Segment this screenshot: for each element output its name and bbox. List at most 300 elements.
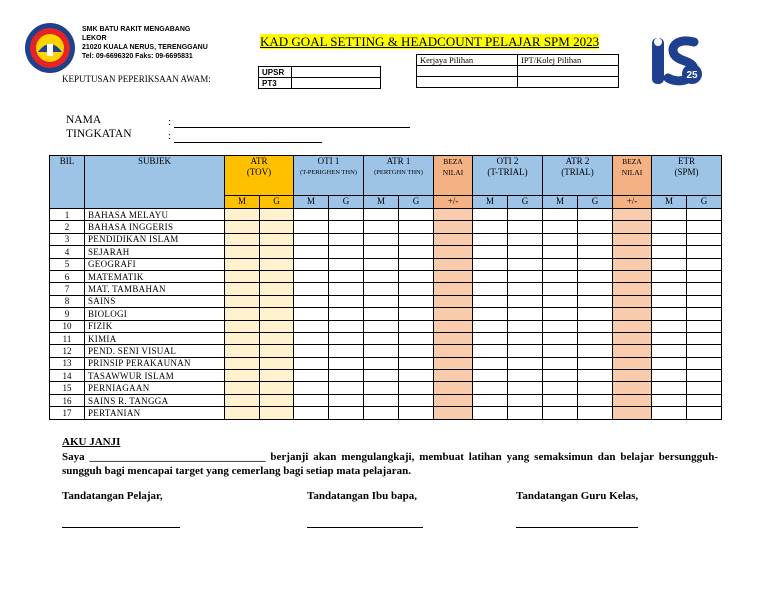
- grade-cell[interactable]: [294, 357, 329, 369]
- grade-cell[interactable]: [613, 357, 652, 369]
- grade-cell[interactable]: [543, 233, 578, 245]
- grade-cell[interactable]: [473, 283, 508, 295]
- grade-cell[interactable]: [543, 258, 578, 270]
- grade-cell[interactable]: [329, 345, 364, 357]
- grade-cell[interactable]: [613, 320, 652, 332]
- grade-cell[interactable]: [294, 332, 329, 344]
- grade-cell[interactable]: [687, 320, 722, 332]
- grade-cell[interactable]: [399, 394, 434, 406]
- grade-cell[interactable]: [434, 370, 473, 382]
- grade-cell[interactable]: [508, 370, 543, 382]
- grade-cell[interactable]: [260, 295, 294, 307]
- grade-cell[interactable]: [543, 295, 578, 307]
- grade-cell[interactable]: [652, 258, 687, 270]
- grade-cell[interactable]: [652, 209, 687, 221]
- grade-cell[interactable]: [399, 233, 434, 245]
- grade-cell[interactable]: [473, 394, 508, 406]
- grade-cell[interactable]: [399, 258, 434, 270]
- grade-cell[interactable]: [329, 382, 364, 394]
- grade-cell[interactable]: [329, 246, 364, 258]
- grade-cell[interactable]: [652, 295, 687, 307]
- grade-cell[interactable]: [260, 357, 294, 369]
- grade-cell[interactable]: [329, 295, 364, 307]
- anniversary-logo: [648, 32, 706, 90]
- grade-cell[interactable]: [473, 246, 508, 258]
- grade-cell[interactable]: [399, 283, 434, 295]
- grade-cell[interactable]: [434, 345, 473, 357]
- grade-cell[interactable]: [364, 407, 399, 419]
- grade-cell[interactable]: [260, 320, 294, 332]
- grade-cell[interactable]: [613, 246, 652, 258]
- grade-cell[interactable]: [613, 332, 652, 344]
- grade-cell[interactable]: [329, 283, 364, 295]
- grade-cell[interactable]: [578, 332, 613, 344]
- grade-cell[interactable]: [543, 221, 578, 233]
- row-number: 1: [50, 209, 85, 221]
- table-row: [50, 332, 722, 344]
- grade-cell[interactable]: [652, 320, 687, 332]
- grade-cell[interactable]: [260, 221, 294, 233]
- grade-cell[interactable]: [260, 394, 294, 406]
- grades-body: [50, 209, 722, 420]
- grade-cell[interactable]: [578, 221, 613, 233]
- grade-cell[interactable]: [578, 295, 613, 307]
- row-number: 12: [50, 345, 85, 357]
- grade-cell[interactable]: [613, 233, 652, 245]
- grade-cell[interactable]: [294, 209, 329, 221]
- grade-cell[interactable]: [364, 357, 399, 369]
- grade-cell[interactable]: [225, 295, 260, 307]
- grade-cell[interactable]: [329, 357, 364, 369]
- grade-cell[interactable]: [652, 332, 687, 344]
- grade-cell[interactable]: [543, 270, 578, 282]
- grade-cell[interactable]: [225, 370, 260, 382]
- public-exam-table: [258, 66, 381, 89]
- grade-cell[interactable]: [508, 221, 543, 233]
- grade-cell[interactable]: [294, 394, 329, 406]
- grade-cell[interactable]: [294, 370, 329, 382]
- subject-name: PERTANIAN: [85, 407, 225, 419]
- grade-cell[interactable]: [473, 221, 508, 233]
- grade-cell[interactable]: [364, 295, 399, 307]
- grade-cell[interactable]: [329, 221, 364, 233]
- grade-cell[interactable]: [508, 246, 543, 258]
- grade-cell[interactable]: [543, 357, 578, 369]
- table-row: [50, 320, 722, 332]
- career-header: Kerjaya Pilihan: [417, 55, 518, 66]
- table-row: [50, 407, 722, 419]
- institution-field-2[interactable]: [518, 77, 619, 88]
- grade-cell[interactable]: [434, 308, 473, 320]
- row-number: 8: [50, 295, 85, 307]
- grade-cell[interactable]: [364, 382, 399, 394]
- grade-cell[interactable]: [329, 332, 364, 344]
- grade-cell[interactable]: [260, 370, 294, 382]
- grade-cell[interactable]: [652, 370, 687, 382]
- grade-cell[interactable]: [543, 370, 578, 382]
- grade-cell[interactable]: [578, 394, 613, 406]
- teacher-signature-line[interactable]: [516, 527, 638, 528]
- grade-cell[interactable]: [613, 270, 652, 282]
- institution-field-1[interactable]: [518, 66, 619, 77]
- grade-cell[interactable]: [473, 370, 508, 382]
- grade-cell[interactable]: [329, 407, 364, 419]
- grade-cell[interactable]: [687, 233, 722, 245]
- table-row: [50, 258, 722, 270]
- subject-name: FIZIK: [85, 320, 225, 332]
- grade-cell[interactable]: [508, 283, 543, 295]
- grade-cell[interactable]: [613, 370, 652, 382]
- grade-cell[interactable]: [329, 370, 364, 382]
- grade-cell[interactable]: [225, 345, 260, 357]
- grade-cell[interactable]: [687, 308, 722, 320]
- row-number: 2: [50, 221, 85, 233]
- grade-cell[interactable]: [260, 283, 294, 295]
- grade-cell[interactable]: [508, 233, 543, 245]
- grade-cell[interactable]: [260, 407, 294, 419]
- grade-cell[interactable]: [260, 345, 294, 357]
- grade-cell[interactable]: [434, 233, 473, 245]
- grade-cell[interactable]: [687, 283, 722, 295]
- subject-name: MAT. TAMBAHAN: [85, 283, 225, 295]
- grade-cell[interactable]: [508, 295, 543, 307]
- grade-cell[interactable]: [543, 332, 578, 344]
- grade-cell[interactable]: [578, 270, 613, 282]
- name-field[interactable]: [174, 127, 410, 128]
- grade-cell[interactable]: [473, 382, 508, 394]
- grade-cell[interactable]: [294, 221, 329, 233]
- grade-cell[interactable]: [578, 233, 613, 245]
- grade-cell[interactable]: [434, 357, 473, 369]
- grade-cell[interactable]: [364, 221, 399, 233]
- grade-cell[interactable]: [652, 308, 687, 320]
- grade-cell[interactable]: [613, 345, 652, 357]
- grade-cell[interactable]: [687, 357, 722, 369]
- etr-m: M: [652, 196, 687, 209]
- subject-name: MATEMATIK: [85, 270, 225, 282]
- grade-cell[interactable]: [225, 382, 260, 394]
- table-row: [50, 233, 722, 245]
- grade-cell[interactable]: [543, 382, 578, 394]
- teacher-signature-label: Tandatangan Guru Kelas,: [516, 490, 639, 502]
- grade-cell[interactable]: [399, 345, 434, 357]
- grade-cell[interactable]: [652, 357, 687, 369]
- subject-name: SAINS: [85, 295, 225, 307]
- grade-cell[interactable]: [543, 407, 578, 419]
- grade-cell[interactable]: [364, 233, 399, 245]
- grade-cell[interactable]: [294, 320, 329, 332]
- grade-cell[interactable]: [473, 308, 508, 320]
- table-row: [50, 394, 722, 406]
- career-field-1[interactable]: [417, 66, 518, 77]
- grade-cell[interactable]: [434, 283, 473, 295]
- grade-cell[interactable]: [434, 320, 473, 332]
- grade-cell[interactable]: [687, 258, 722, 270]
- grade-cell[interactable]: [434, 332, 473, 344]
- grade-cell[interactable]: [578, 308, 613, 320]
- grade-cell[interactable]: [225, 357, 260, 369]
- grade-cell[interactable]: [508, 382, 543, 394]
- grade-cell[interactable]: [260, 258, 294, 270]
- grade-cell[interactable]: [578, 283, 613, 295]
- grade-cell[interactable]: [508, 357, 543, 369]
- grade-cell[interactable]: [399, 221, 434, 233]
- grade-cell[interactable]: [364, 394, 399, 406]
- grade-cell[interactable]: [260, 270, 294, 282]
- grade-cell[interactable]: [652, 221, 687, 233]
- table-row: [50, 370, 722, 382]
- institution-header: IPT/Kolej Pilihan: [518, 55, 619, 66]
- grade-cell[interactable]: [329, 258, 364, 270]
- grade-cell[interactable]: [364, 209, 399, 221]
- grade-cell[interactable]: [508, 258, 543, 270]
- grade-cell[interactable]: [578, 345, 613, 357]
- school-address: SMK BATU RAKIT MENGABANG LEKOR 21020 KUALA NERUS, TERENGGANU Tel: 09-6696320 Faks: 09-6695831: [82, 26, 208, 60]
- grade-cell[interactable]: [473, 357, 508, 369]
- grade-cell[interactable]: [294, 345, 329, 357]
- grade-cell[interactable]: [399, 332, 434, 344]
- grade-cell[interactable]: [294, 283, 329, 295]
- grade-cell[interactable]: [473, 233, 508, 245]
- grade-cell[interactable]: [473, 270, 508, 282]
- subject-name: TASAWWUR ISLAM: [85, 370, 225, 382]
- grade-cell[interactable]: [508, 209, 543, 221]
- grade-cell[interactable]: [578, 320, 613, 332]
- grade-cell[interactable]: [687, 345, 722, 357]
- grade-cell[interactable]: [329, 270, 364, 282]
- subject-name: PEND. SENI VISUAL: [85, 345, 225, 357]
- grade-cell[interactable]: [578, 258, 613, 270]
- grade-cell[interactable]: [294, 308, 329, 320]
- grade-cell[interactable]: [434, 246, 473, 258]
- parent-signature-line[interactable]: [307, 527, 423, 528]
- grade-cell[interactable]: [434, 270, 473, 282]
- student-signature-line[interactable]: [62, 527, 180, 528]
- grade-cell[interactable]: [294, 258, 329, 270]
- grade-cell[interactable]: [578, 370, 613, 382]
- grade-cell[interactable]: [687, 407, 722, 419]
- col-beza1: BEZA NILAI: [434, 156, 473, 196]
- grade-cell[interactable]: [508, 407, 543, 419]
- grade-cell[interactable]: [543, 283, 578, 295]
- grade-cell[interactable]: [687, 370, 722, 382]
- grade-cell[interactable]: [613, 308, 652, 320]
- grade-cell[interactable]: [434, 382, 473, 394]
- grade-cell[interactable]: [473, 332, 508, 344]
- col-atr1: ATR 1 (PERTGHN THN): [364, 156, 434, 196]
- grade-cell[interactable]: [508, 270, 543, 282]
- grade-cell[interactable]: [543, 209, 578, 221]
- grade-cell[interactable]: [652, 283, 687, 295]
- grade-cell[interactable]: [260, 308, 294, 320]
- grade-cell[interactable]: [613, 407, 652, 419]
- grade-cell[interactable]: [329, 233, 364, 245]
- grade-cell[interactable]: [687, 221, 722, 233]
- grade-cell[interactable]: [225, 246, 260, 258]
- grade-cell[interactable]: [399, 407, 434, 419]
- grade-cell[interactable]: [652, 345, 687, 357]
- grade-cell[interactable]: [294, 246, 329, 258]
- grade-cell[interactable]: [260, 382, 294, 394]
- grade-cell[interactable]: [578, 357, 613, 369]
- grade-cell[interactable]: [399, 209, 434, 221]
- col-oti2: OTI 2 (T-TRIAL): [473, 156, 543, 196]
- grade-cell[interactable]: [613, 394, 652, 406]
- atr1-g: G: [399, 196, 434, 209]
- row-number: 9: [50, 308, 85, 320]
- etr-g: G: [687, 196, 722, 209]
- grade-cell[interactable]: [364, 246, 399, 258]
- grade-cell[interactable]: [434, 295, 473, 307]
- grade-cell[interactable]: [364, 332, 399, 344]
- grade-cell[interactable]: [294, 270, 329, 282]
- grade-cell[interactable]: [225, 394, 260, 406]
- atr2-m: M: [543, 196, 578, 209]
- pt3-field[interactable]: [292, 78, 381, 89]
- grade-cell[interactable]: [613, 283, 652, 295]
- grade-cell[interactable]: [508, 394, 543, 406]
- grade-cell[interactable]: [613, 295, 652, 307]
- row-number: 13: [50, 357, 85, 369]
- grade-cell[interactable]: [508, 332, 543, 344]
- grade-cell[interactable]: [543, 345, 578, 357]
- grade-cell[interactable]: [225, 233, 260, 245]
- grade-cell[interactable]: [652, 246, 687, 258]
- grade-cell[interactable]: [225, 209, 260, 221]
- grade-cell[interactable]: [294, 382, 329, 394]
- grade-cell[interactable]: [613, 221, 652, 233]
- grade-cell[interactable]: [543, 320, 578, 332]
- grade-cell[interactable]: [364, 283, 399, 295]
- oti2-m: M: [473, 196, 508, 209]
- school-crest-logo: [24, 22, 76, 74]
- grade-cell[interactable]: [225, 258, 260, 270]
- grade-cell[interactable]: [399, 370, 434, 382]
- parent-signature-label: Tandatangan Ibu bapa,: [307, 490, 417, 502]
- student-signature-label: Tandatangan Pelajar,: [62, 490, 163, 502]
- grade-cell[interactable]: [652, 407, 687, 419]
- table-row: [50, 357, 722, 369]
- grade-cell[interactable]: [434, 221, 473, 233]
- row-number: 10: [50, 320, 85, 332]
- grade-cell[interactable]: [687, 270, 722, 282]
- grade-cell[interactable]: [399, 320, 434, 332]
- grade-cell[interactable]: [473, 258, 508, 270]
- grade-cell[interactable]: [652, 394, 687, 406]
- grade-cell[interactable]: [578, 209, 613, 221]
- grade-cell[interactable]: [399, 295, 434, 307]
- grade-cell[interactable]: [434, 258, 473, 270]
- grade-cell[interactable]: [329, 320, 364, 332]
- grade-cell[interactable]: [687, 332, 722, 344]
- grade-cell[interactable]: [473, 345, 508, 357]
- subject-name: PENDIDIKAN ISLAM: [85, 233, 225, 245]
- grade-cell[interactable]: [434, 394, 473, 406]
- grade-cell[interactable]: [687, 382, 722, 394]
- oti1-g: G: [329, 196, 364, 209]
- row-number: 11: [50, 332, 85, 344]
- grade-cell[interactable]: [260, 209, 294, 221]
- grade-cell[interactable]: [399, 246, 434, 258]
- grade-cell[interactable]: [543, 394, 578, 406]
- grade-cell[interactable]: [473, 407, 508, 419]
- grade-cell[interactable]: [225, 332, 260, 344]
- grade-cell[interactable]: [687, 246, 722, 258]
- subject-name: PERNIAGAAN: [85, 382, 225, 394]
- grade-cell[interactable]: [652, 233, 687, 245]
- grade-cell[interactable]: [508, 345, 543, 357]
- grade-cell[interactable]: [543, 246, 578, 258]
- grade-cell[interactable]: [399, 270, 434, 282]
- grade-cell[interactable]: [329, 308, 364, 320]
- grade-cell[interactable]: [687, 295, 722, 307]
- grade-cell[interactable]: [473, 295, 508, 307]
- grade-cell[interactable]: [294, 233, 329, 245]
- grade-cell[interactable]: [652, 270, 687, 282]
- col-atr2: ATR 2 (TRIAL): [543, 156, 613, 196]
- pt3-label: PT3: [259, 78, 292, 89]
- grade-cell[interactable]: [473, 320, 508, 332]
- grade-cell[interactable]: [543, 308, 578, 320]
- grade-cell[interactable]: [399, 357, 434, 369]
- grade-cell[interactable]: [578, 382, 613, 394]
- grade-cell[interactable]: [364, 345, 399, 357]
- grade-cell[interactable]: [225, 283, 260, 295]
- career-field-2[interactable]: [417, 77, 518, 88]
- grade-cell[interactable]: [508, 308, 543, 320]
- grade-cell[interactable]: [364, 320, 399, 332]
- grade-cell[interactable]: [294, 295, 329, 307]
- grade-cell[interactable]: [613, 258, 652, 270]
- grade-cell[interactable]: [329, 209, 364, 221]
- oti2-g: G: [508, 196, 543, 209]
- grade-cell[interactable]: [687, 209, 722, 221]
- col-subjek: SUBJEK: [85, 156, 225, 209]
- grade-cell[interactable]: [434, 407, 473, 419]
- grade-cell[interactable]: [399, 382, 434, 394]
- grade-cell[interactable]: [364, 270, 399, 282]
- grade-cell[interactable]: [613, 382, 652, 394]
- grade-cell[interactable]: [225, 407, 260, 419]
- grade-cell[interactable]: [578, 407, 613, 419]
- grade-cell[interactable]: [225, 270, 260, 282]
- grade-cell[interactable]: [225, 320, 260, 332]
- grade-cell[interactable]: [613, 209, 652, 221]
- grade-cell[interactable]: [225, 221, 260, 233]
- grade-cell[interactable]: [260, 332, 294, 344]
- upsr-field[interactable]: [292, 67, 381, 78]
- subject-name: SAINS R. TANGGA: [85, 394, 225, 406]
- grade-cell[interactable]: [364, 308, 399, 320]
- grade-cell[interactable]: [260, 233, 294, 245]
- grade-cell[interactable]: [399, 308, 434, 320]
- grade-cell[interactable]: [260, 246, 294, 258]
- grade-cell[interactable]: [364, 258, 399, 270]
- grade-cell[interactable]: [329, 394, 364, 406]
- grade-cell[interactable]: [473, 209, 508, 221]
- level-colon: :: [168, 130, 172, 142]
- grade-cell[interactable]: [508, 320, 543, 332]
- grade-cell[interactable]: [364, 370, 399, 382]
- subject-name: BIOLOGI: [85, 308, 225, 320]
- level-field[interactable]: [174, 142, 322, 143]
- grade-cell[interactable]: [294, 407, 329, 419]
- grade-cell[interactable]: [687, 394, 722, 406]
- grade-cell[interactable]: [225, 308, 260, 320]
- grade-cell[interactable]: [434, 209, 473, 221]
- grade-cell[interactable]: [652, 382, 687, 394]
- grade-cell[interactable]: [578, 246, 613, 258]
